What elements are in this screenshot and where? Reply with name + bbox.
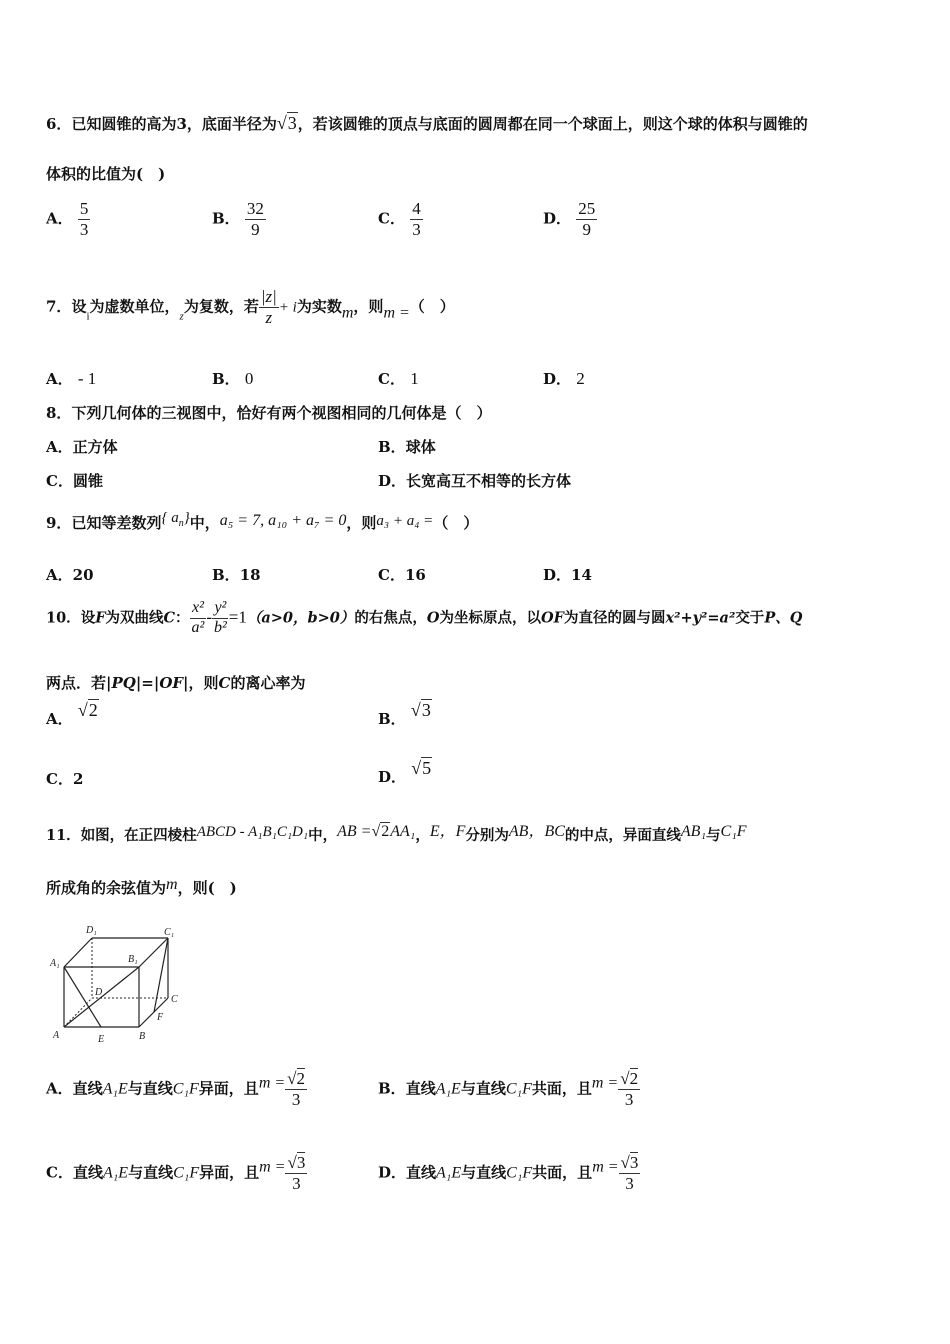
option-label: C． — [378, 370, 405, 388]
line-a1e: A₁E — [102, 1080, 128, 1098]
q10-option-a[interactable] — [46, 700, 99, 729]
q10-PQ: P、Q — [764, 609, 803, 627]
option-value: 20 — [72, 566, 94, 584]
q9-text: 中， — [189, 514, 220, 532]
q11-eq-left: AB = — [337, 823, 372, 840]
q10-text: |=| — [135, 674, 160, 692]
option-value: 球体 — [405, 438, 436, 456]
option-label: A． — [46, 710, 73, 728]
q11-prism: ABCD - A₁B₁C₁D₁ — [196, 824, 309, 840]
q10-O: O — [426, 609, 440, 627]
option-text: 共面，且 — [531, 1079, 592, 1098]
q6-option-c[interactable] — [378, 200, 423, 239]
q11-text: 的中点，异面直线 — [564, 827, 681, 844]
q7-text: ，则 — [353, 297, 384, 316]
q8-text: 下列几何体的三视图中，恰好有两个视图相同的几何体是（ ） — [71, 404, 492, 422]
option-text: 异面，且 — [199, 1163, 260, 1182]
q9-condition: a₅ = 7, a₁₀ + a₇ = 0 — [219, 512, 347, 529]
m-eq: m = — [258, 1074, 286, 1092]
option-value: - 1 — [77, 369, 97, 388]
q10-option-c[interactable] — [46, 768, 83, 789]
q6-text-a: 已知圆锥的高为3，底面半径为 — [71, 115, 277, 133]
q8-option-a[interactable] — [46, 436, 118, 457]
option-text: 直线 — [406, 1163, 437, 1182]
option-label: C． — [378, 209, 405, 228]
q7-text: 为虚数单位， — [89, 297, 180, 316]
q10-minus: - — [206, 607, 212, 627]
option-value: 圆锥 — [72, 472, 103, 490]
q11-option-c[interactable] — [46, 1154, 307, 1193]
fraction: $\frac{√2}{3}$ — [287, 1069, 306, 1109]
q11-text: 分别为 — [465, 827, 509, 844]
q11-number: 11． — [46, 827, 81, 844]
option-label: C． — [378, 566, 405, 584]
option-text: 与直线 — [461, 1163, 507, 1182]
q7-z: z — [179, 310, 184, 323]
label-a1: A₁ — [50, 958, 60, 969]
line-a1e: A₁E — [102, 1164, 129, 1182]
q8-option-b[interactable] — [378, 436, 436, 457]
fraction: $\frac{25}{9}$ — [578, 199, 596, 239]
q11-m: m — [166, 876, 178, 893]
option-value: 2 — [72, 770, 84, 788]
edge-a1d1 — [64, 938, 92, 967]
q9-line1 — [46, 510, 478, 533]
fraction: $\frac{√2}{3}$ — [620, 1069, 639, 1109]
q11-EF: E，F — [429, 823, 466, 840]
option-label: D． — [543, 566, 572, 584]
option-label: B． — [378, 438, 406, 456]
q11-text: 与 — [706, 827, 721, 844]
option-label: B． — [212, 370, 240, 388]
q11-line2 — [46, 876, 237, 898]
fraction: $\frac{√3}{3}$ — [287, 1153, 306, 1193]
q10-text: 为坐标原点，以 — [439, 609, 542, 627]
option-value: 正方体 — [72, 438, 118, 456]
hidden-edge-ad — [64, 998, 92, 1027]
q10-PQ2: PQ — [111, 674, 136, 692]
q10-eq1: =1 — [228, 607, 247, 627]
option-label: B． — [212, 209, 240, 228]
q7-i: i — [86, 310, 90, 323]
q7-text: 设 — [71, 297, 87, 316]
line-c1f: C₁F — [173, 1164, 200, 1182]
prism-figure — [44, 920, 194, 1050]
label-b: B — [139, 1031, 146, 1042]
option-label: D． — [543, 370, 572, 388]
option-label: D． — [378, 1163, 407, 1182]
option-label: B． — [212, 566, 240, 584]
q7-m-eq: m = — [383, 304, 410, 322]
q9-option-b[interactable] — [212, 564, 261, 585]
option-label: D． — [543, 209, 572, 228]
q10-text: 设 — [80, 609, 96, 627]
q6-option-b[interactable] — [212, 200, 266, 239]
q10-text: 两点．若| — [46, 674, 112, 692]
label-c: C — [171, 994, 178, 1005]
option-value: 2 — [576, 369, 585, 388]
q11-option-b[interactable] — [378, 1070, 640, 1109]
label-d: D — [95, 987, 103, 998]
q6-line1 — [46, 113, 808, 134]
q10-C: C — [163, 609, 176, 627]
q7-number: 7． — [46, 297, 72, 316]
q11-option-d[interactable] — [378, 1154, 640, 1193]
q11-eq-right: AA₁ — [390, 823, 416, 840]
option-label: A． — [46, 370, 73, 388]
q10-frac-y: $\frac{\text{y²}}{\text{b²}}$ — [214, 599, 227, 636]
q7-m: m — [341, 304, 354, 322]
q9-sequence: { $a_n$} — [161, 510, 190, 529]
q10-option-d[interactable] — [378, 758, 432, 787]
option-value: 14 — [571, 566, 592, 584]
fraction: $\frac{4}{3}$ — [412, 199, 421, 239]
q10-text: 的右焦点， — [354, 609, 427, 627]
option-label: D． — [378, 768, 407, 786]
m-eq: m = — [591, 1074, 619, 1092]
q11-text: 如图，在正四棱柱 — [80, 827, 197, 844]
q9-ask: a₃ + a₄ = — [376, 513, 434, 529]
option-label: C． — [46, 770, 73, 788]
option-text: 直线 — [405, 1079, 436, 1098]
label-f: F — [157, 1012, 164, 1023]
q8-option-c[interactable] — [46, 470, 103, 491]
q11-radical: √2 — [371, 823, 390, 840]
option-value: 16 — [404, 566, 426, 584]
q6-text-b: ，若该圆锥的顶点与底面的圆周都在同一个球面上，则这个球的体积与圆锥的 — [297, 115, 808, 133]
q10-C2: C — [218, 674, 231, 692]
radical: √2 — [77, 700, 98, 720]
label-a: A — [53, 1030, 60, 1041]
q10-text: ： — [175, 609, 190, 627]
edge-bc — [139, 998, 168, 1027]
line-a1e: A₁E — [436, 1164, 462, 1182]
q10-line2 — [46, 672, 305, 693]
q9-text: 已知等差数列 — [71, 514, 162, 532]
q10-text: |，则 — [183, 674, 219, 692]
q6-line2: 体积的比值为( ) — [46, 165, 166, 183]
q7-line1 — [46, 288, 455, 327]
q10-number: 10． — [46, 609, 81, 627]
q10-line1 — [46, 600, 802, 637]
option-text: 直线 — [72, 1163, 103, 1182]
q6-option-a[interactable] — [46, 200, 90, 239]
option-text: 异面，且 — [198, 1079, 259, 1098]
q9-paren: （ ） — [433, 514, 479, 532]
q11-line1 — [46, 818, 747, 845]
q10-text: 为双曲线 — [105, 609, 164, 627]
fraction: $\frac{32}{9}$ — [246, 199, 264, 239]
q10-text: 为直径的圆与圆 — [563, 609, 666, 627]
q10-option-b[interactable] — [378, 700, 432, 729]
q11-ABBC: AB，BC — [508, 823, 565, 840]
q9-text: ，则 — [346, 514, 377, 532]
q10-frac-x: $\frac{\text{x²}}{\text{a²}}$ — [191, 599, 205, 636]
q7-option-c[interactable] — [378, 368, 419, 389]
q7-option-a[interactable] — [46, 368, 96, 389]
q7-option-b[interactable] — [212, 368, 253, 389]
line-a1e: A₁E — [435, 1080, 461, 1098]
q6-radical: √3 — [276, 113, 297, 133]
fraction: $\frac{5}{3}$ — [79, 199, 89, 239]
option-text: 直线 — [72, 1079, 103, 1098]
line-c1f: C₁F — [506, 1164, 533, 1182]
option-value: 长宽高互不相等的长方体 — [406, 472, 572, 490]
label-c1: C₁ — [164, 927, 175, 938]
q11-text: ，则( ) — [177, 879, 237, 897]
label-e: E — [98, 1034, 105, 1045]
q7-option-d[interactable] — [543, 368, 585, 389]
option-label: B． — [378, 710, 406, 728]
q11-C1F: C₁F — [720, 823, 747, 840]
q9-option-a[interactable] — [46, 564, 94, 585]
option-label: A． — [46, 209, 73, 228]
q8-option-d[interactable] — [378, 470, 571, 491]
option-label: A． — [46, 1079, 73, 1098]
q7-paren: （ ） — [409, 297, 455, 316]
label-d1: D₁ — [86, 925, 97, 936]
q6-number: 6． — [46, 115, 72, 133]
q7-text: 为实数 — [296, 297, 342, 316]
q9-number: 9． — [46, 514, 72, 532]
q10-cond: （a>0，b>0） — [246, 609, 355, 627]
option-label: D． — [378, 472, 407, 490]
q6-option-d[interactable] — [543, 200, 597, 239]
q7-text: 为复数，若 — [183, 297, 259, 316]
radical: √3 — [410, 700, 431, 720]
q11-text: ， — [415, 827, 430, 844]
line-c1f: C₁F — [172, 1080, 199, 1098]
label-b1: B₁ — [128, 954, 138, 965]
option-label: B． — [378, 1079, 406, 1098]
q10-text: 的离心率为 — [230, 674, 306, 692]
line-c1f: C₁F — [505, 1080, 532, 1098]
q11-option-a[interactable] — [46, 1070, 307, 1109]
q11-text: 所成角的余弦值为 — [46, 879, 167, 897]
q10-OF2: OF — [159, 674, 184, 692]
option-value: 0 — [244, 369, 254, 388]
q11-AB1: AB₁ — [680, 823, 707, 840]
q10-text: 交于 — [735, 609, 765, 627]
q8-line1 — [46, 402, 491, 423]
q9-option-d[interactable] — [543, 564, 592, 585]
q7-plus-i: + i — [278, 299, 297, 316]
fraction: $\frac{√3}{3}$ — [620, 1153, 639, 1193]
option-label: C． — [46, 1163, 73, 1182]
option-label: C． — [46, 472, 73, 490]
option-text: 与直线 — [127, 1079, 173, 1098]
q8-number: 8． — [46, 404, 72, 422]
option-label: A． — [46, 438, 73, 456]
option-text: 共面，且 — [532, 1163, 593, 1182]
q11-text: 中， — [308, 827, 338, 844]
q9-option-c[interactable] — [378, 564, 426, 585]
q10-F: F — [95, 609, 106, 627]
option-value: 18 — [239, 566, 261, 584]
q10-OF: OF — [541, 609, 564, 627]
q10-circle: x²+y²=a² — [665, 609, 736, 627]
option-value: 1 — [410, 369, 419, 388]
option-text: 与直线 — [460, 1079, 506, 1098]
radical: √5 — [411, 758, 432, 778]
option-label: A． — [46, 566, 73, 584]
m-eq: m = — [592, 1158, 619, 1176]
option-text: 与直线 — [128, 1163, 174, 1182]
q7-fraction: $\frac{|z|}{z}$ — [260, 287, 277, 327]
m-eq: m = — [259, 1158, 286, 1176]
